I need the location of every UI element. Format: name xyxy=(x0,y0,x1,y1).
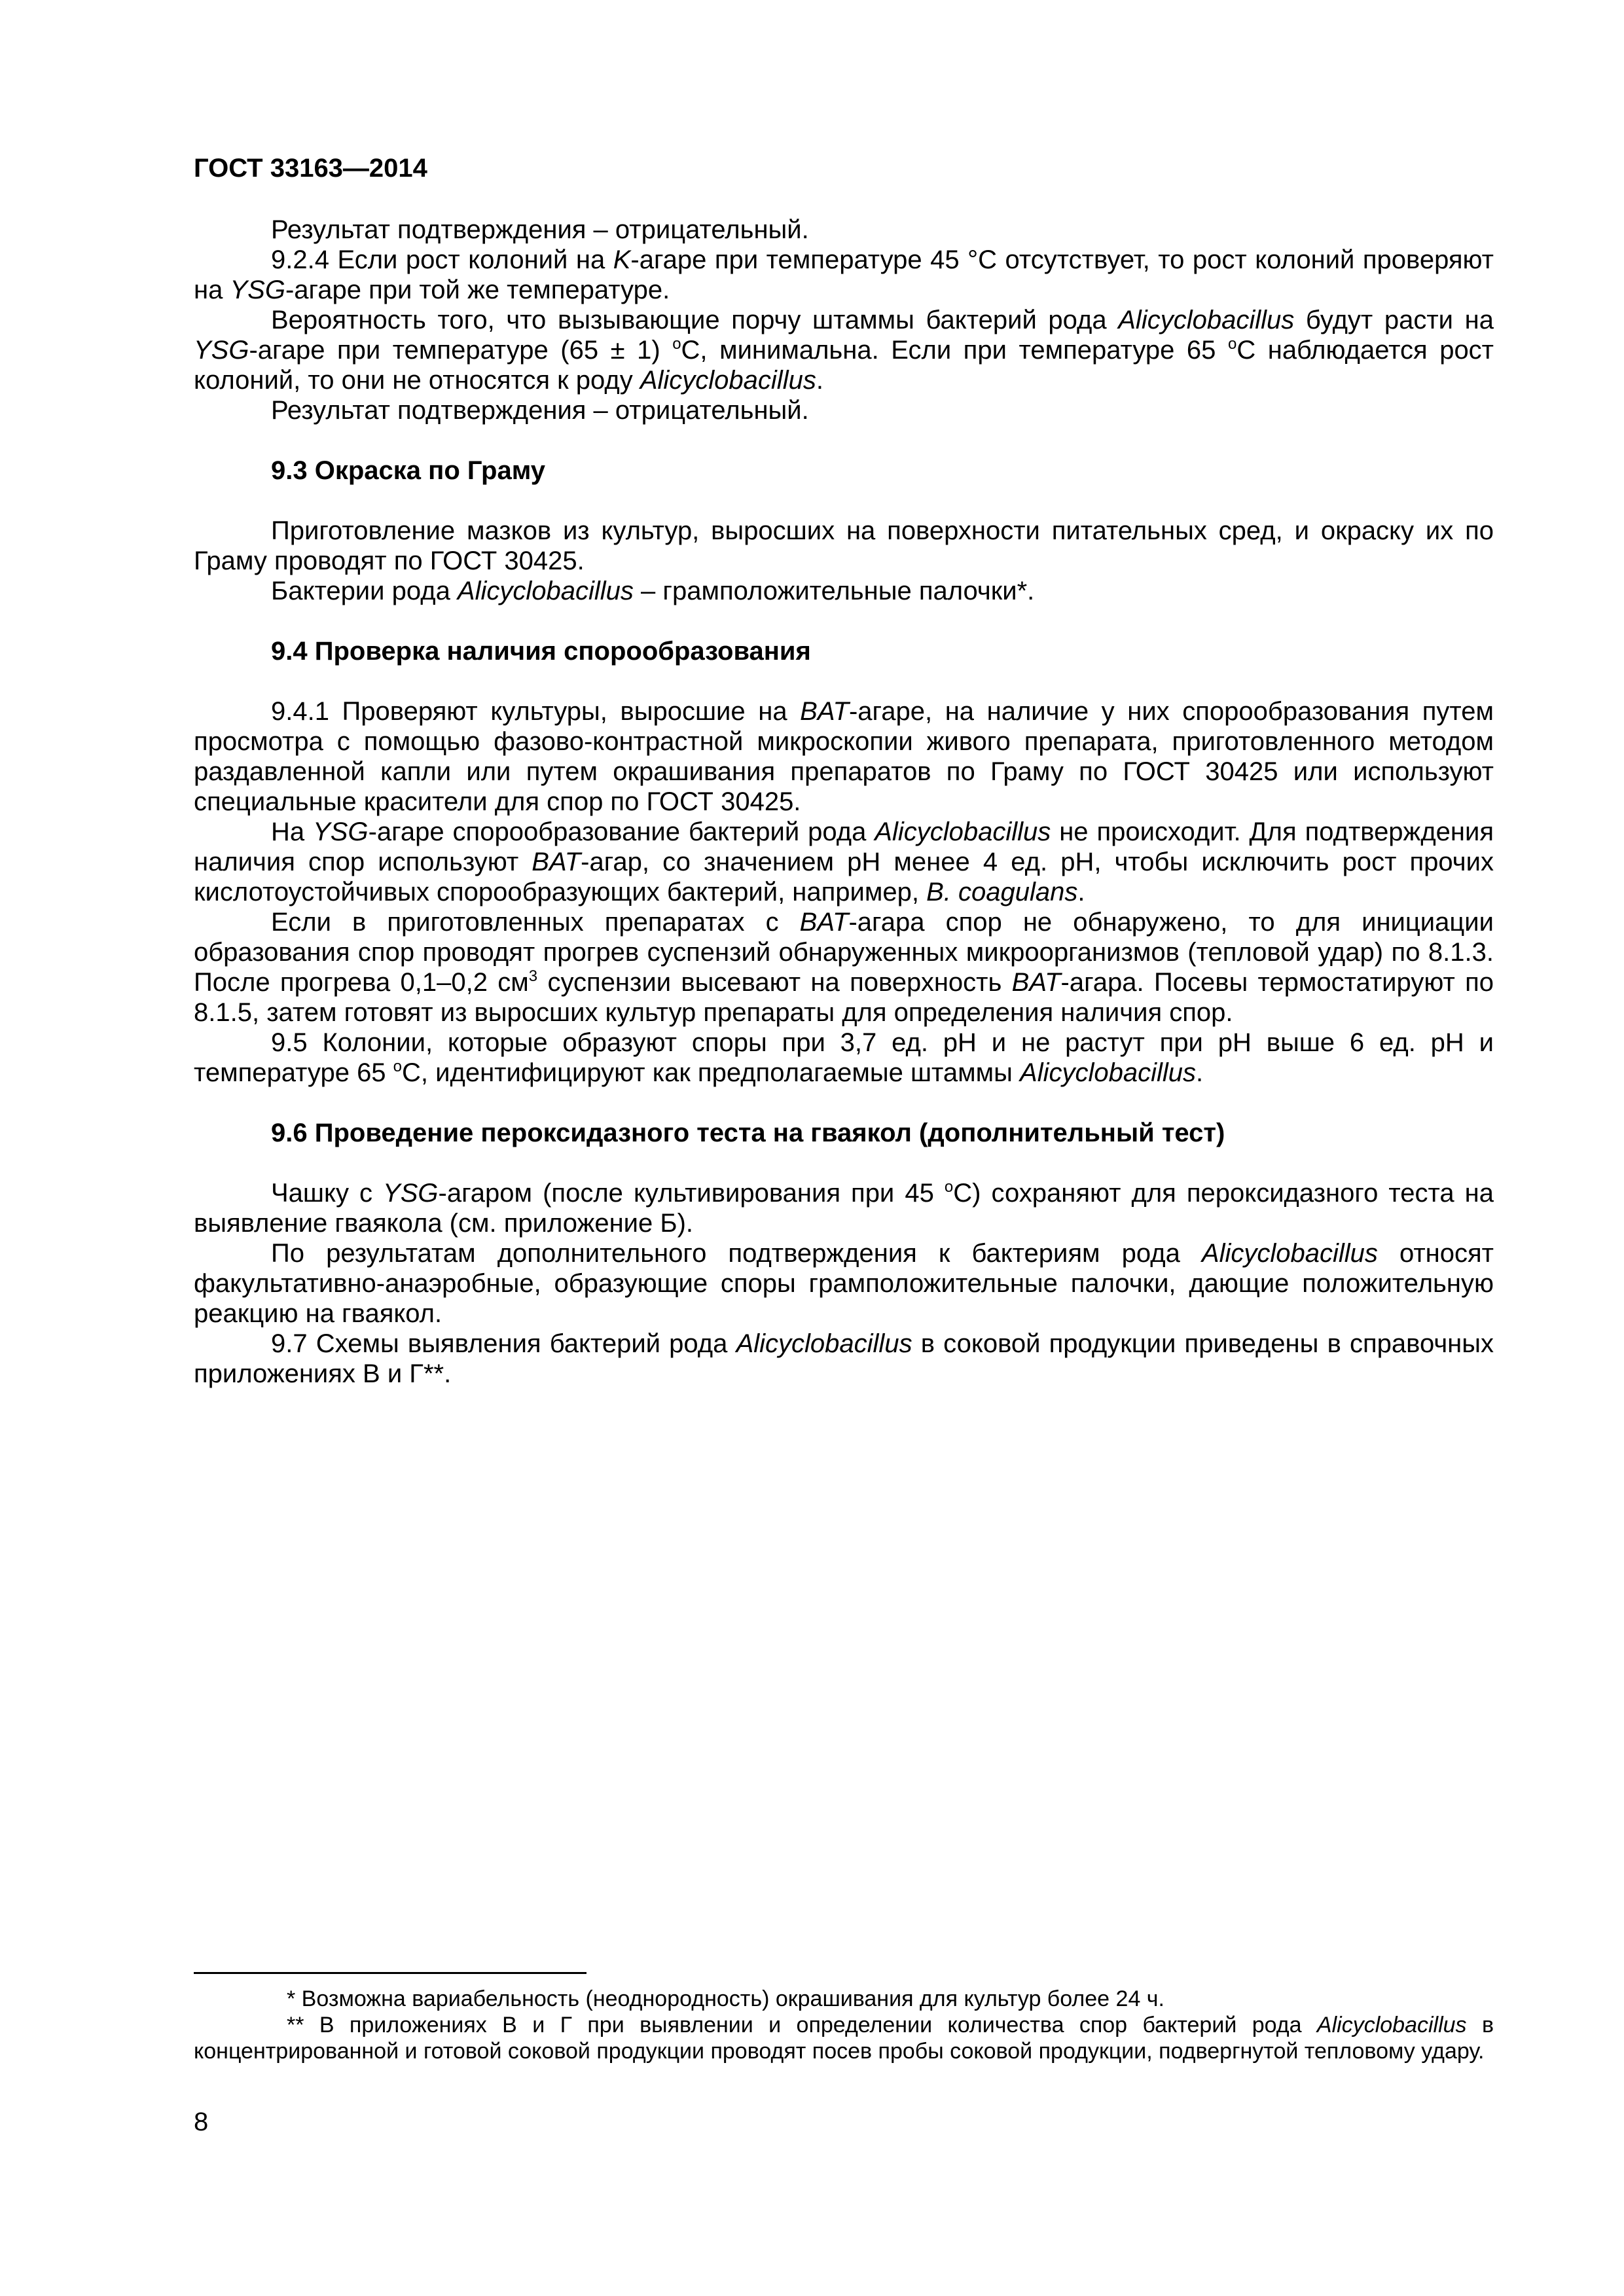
footnote-2: ** В приложениях В и Г при выявлении и определении количества спор бактерий рода Alicyclobacillus в концентрированной и готовой соковой продукции проводят посев пробы соковой продукции, подвергнутой тепловому удару. xyxy=(194,2013,1494,2064)
paragraph-heat-shock: Если в приготовленных препаратах с BAT-агара спор не обнаружено, то для инициации образования спор проводят прогрев суспензий обнаруженных микроорганизмов (тепловой удар) по 8.1.3. После прогрева 0,1–0,2 $см^3$ суспензии высевают на поверхность BAT-агара. Посевы термостатируют по 8.1.5, затем готовят из выросших культур препараты для определения наличия спор. xyxy=(194,908,1494,1027)
paragraph-peroxidase-test: Чашку с YSG-агаром (после культивирования при 45 $^o$С) сохраняют для пероксидазного теста на выявление гваякола (см. приложение Б). xyxy=(194,1178,1494,1238)
paragraph-9-2-4: 9.2.4 Если рост колоний на K-агаре при температуре 45 °С отсутствует, то рост колоний проверяют на YSG-агаре при той же температуре. xyxy=(194,245,1494,304)
paragraph-probability: Вероятность того, что вызывающие порчу штаммы бактерий рода Alicyclobacillus будут расти на YSG-агаре при температуре (65 ± 1) $^o$С, минимальна. Если при температуре 65 $^o$С наблюдается рост колоний, то они не относятся к роду Alicyclobacillus. xyxy=(194,306,1494,395)
paragraph-9-5: 9.5 Колонии, которые образуют споры при 3,7 ед. рН и не растут при рН выше 6 ед. рН и температуре 65 $^o$С, идентифицируют как предполагаемые штаммы Alicyclobacillus. xyxy=(194,1028,1494,1087)
paragraph-result-negative-1: Результат подтверждения – отрицательный. xyxy=(271,215,809,244)
paragraph-9-7: 9.7 Схемы выявления бактерий рода Alicyclobacillus в соковой продукции приведены в справочных приложениях В и Г**. xyxy=(194,1329,1494,1388)
footnote-1: * Возможна вариабельность (неоднородность) окрашивания для культур более 24 ч. xyxy=(287,1986,1164,2011)
footnote-divider xyxy=(194,1972,586,1974)
paragraph-additional-confirmation: По результатам дополнительного подтверждения к бактериям рода Alicyclobacillus относят факультативно-анаэробные, образующие споры грамположительные палочки, дающие положительную реакцию на гваякол. xyxy=(194,1239,1494,1328)
paragraph-9-4-1: 9.4.1 Проверяют культуры, выросшие на BAT-агаре, на наличие у них спорообразования путем просмотра с помощью фазово-контрастной микроскопии живого препарата, приготовленного методом раздавленной капли или путем окрашивания препаратов по Граму по ГОСТ 30425 или используют специальные красители для спор по ГОСТ 30425. xyxy=(194,697,1494,816)
paragraph-ysg-sporulation: На YSG-агаре спорообразование бактерий рода Alicyclobacillus не происходит. Для подтверждения наличия спор используют BAT-агар, со значением рН менее 4 ед. рН, чтобы исключить рост прочих кислотоустойчивых спорообразующих бактерий, например, B. coagulans. xyxy=(194,817,1494,906)
section-heading-9-3: 9.3 Окраска по Граму xyxy=(271,456,546,485)
standard-designation: ГОСТ 33163—2014 xyxy=(194,154,427,183)
section-heading-9-4: 9.4 Проверка наличия спорообразования xyxy=(271,637,811,666)
paragraph-result-negative-2: Результат подтверждения – отрицательный. xyxy=(271,396,809,425)
footnotes xyxy=(194,1986,1494,2064)
paragraph-smear-preparation: Приготовление мазков из культур, выросших на поверхности питательных сред, и окраску их по Граму проводят по ГОСТ 30425. xyxy=(194,516,1494,575)
page-number: 8 xyxy=(194,2108,209,2136)
paragraph-gram-positive: Бактерии рода Alicyclobacillus – грамположительные палочки*. xyxy=(271,577,1035,605)
document-body xyxy=(194,215,1494,1389)
section-heading-9-6: 9.6 Проведение пероксидазного теста на гваякол (дополнительный тест) xyxy=(271,1119,1225,1147)
